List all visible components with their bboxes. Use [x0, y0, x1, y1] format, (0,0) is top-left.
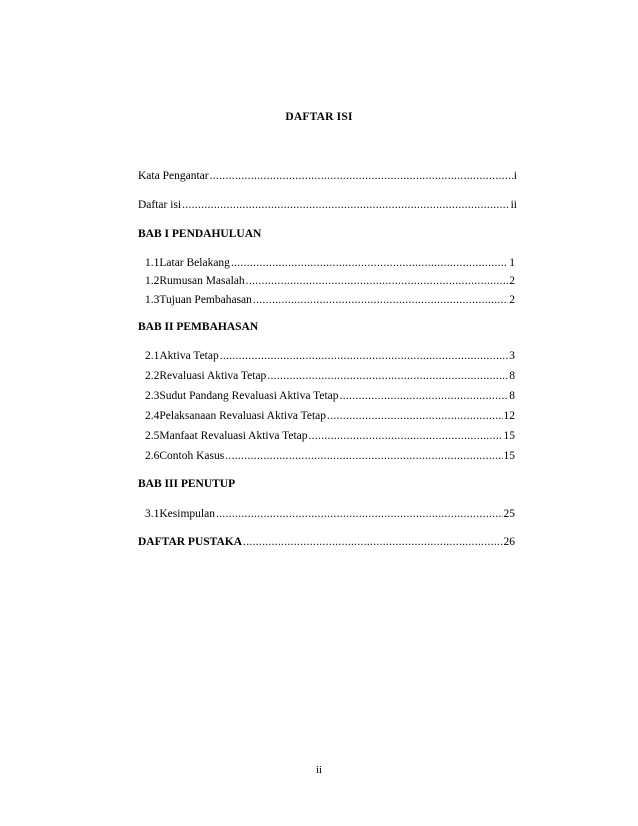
toc-entry-kata-pengantar[interactable] [138, 169, 517, 183]
chapter-heading-bab3[interactable]: BAB III PENUTUP [138, 478, 236, 490]
toc-entry-2-5[interactable] [145, 429, 515, 443]
dot-leader [182, 198, 510, 212]
toc-entry-label: Kata Pengantar [138, 170, 209, 182]
toc-entry-label: DAFTAR PUSTAKA [138, 536, 243, 548]
dot-leader [225, 449, 502, 463]
toc-entry-number: 1.3 [145, 294, 160, 306]
toc-entry-1-1[interactable] [145, 256, 515, 270]
toc-entry-2-1[interactable] [145, 349, 515, 363]
toc-entry-number: 1.1 [145, 257, 160, 269]
toc-entry-page: 25 [503, 508, 515, 520]
toc-entry-label: Revaluasi Aktiva Tetap [159, 370, 267, 382]
dot-leader [309, 429, 503, 443]
page-title: DAFTAR ISI [285, 111, 353, 123]
dot-leader [220, 349, 509, 363]
toc-entry-number: 2.1 [145, 350, 160, 362]
dot-leader [243, 535, 502, 549]
toc-entry-2-4[interactable] [145, 409, 515, 423]
toc-entry-3-1[interactable] [145, 507, 515, 521]
toc-entry-page: 2 [509, 275, 515, 287]
toc-entry-2-2[interactable] [145, 369, 515, 383]
toc-entry-2-3[interactable] [145, 389, 515, 403]
toc-entry-number: 2.2 [145, 370, 160, 382]
toc-entry-label: Aktiva Tetap [159, 350, 219, 362]
chapter-heading-bab2[interactable]: BAB II PEMBAHASAN [138, 321, 259, 333]
dot-leader [340, 389, 509, 403]
toc-entry-page: 3 [509, 350, 515, 362]
toc-entry-label: Contoh Kasus [159, 450, 225, 462]
toc-entry-label: Manfaat Revaluasi Aktiva Tetap [159, 430, 308, 442]
toc-entry-daftar-isi[interactable] [138, 198, 517, 212]
toc-entry-page: 8 [509, 370, 515, 382]
toc-entry-page: 8 [509, 390, 515, 402]
dot-leader [327, 409, 502, 423]
dot-leader [231, 256, 508, 270]
toc-entry-page: 15 [503, 430, 515, 442]
toc-entry-number: 2.6 [145, 450, 160, 462]
toc-entry-1-2[interactable] [145, 274, 515, 288]
dot-leader [267, 369, 508, 383]
toc-entry-page: i [513, 170, 517, 182]
toc-entry-number: 3.1 [145, 508, 160, 520]
toc-entry-2-6[interactable] [145, 449, 515, 463]
chapter-heading-bab1[interactable]: BAB I PENDAHULUAN [138, 228, 262, 240]
toc-entry-1-3[interactable] [145, 293, 515, 307]
dot-leader [216, 507, 503, 521]
toc-entry-label: Daftar isi [138, 199, 182, 211]
toc-entry-page: ii [510, 199, 517, 211]
toc-entry-label: Kesimpulan [159, 508, 215, 520]
toc-entry-label: Rumusan Masalah [159, 275, 245, 287]
toc-entry-page: 1 [509, 257, 515, 269]
toc-entry-label: Latar Belakang [159, 257, 230, 269]
toc-entry-label: Tujuan Pembahasan [159, 294, 252, 306]
toc-entry-page: 12 [503, 410, 515, 422]
toc-entry-number: 2.5 [145, 430, 160, 442]
toc-entry-daftar-pustaka[interactable] [138, 535, 515, 549]
toc-entry-page: 26 [503, 536, 515, 548]
dot-leader [210, 169, 513, 183]
toc-entry-number: 1.2 [145, 275, 160, 287]
toc-entry-label: Sudut Pandang Revaluasi Aktiva Tetap [159, 390, 339, 402]
toc-entry-number: 2.4 [145, 410, 160, 422]
page-number: ii [315, 764, 323, 776]
toc-entry-label: Pelaksanaan Revaluasi Aktiva Tetap [159, 410, 327, 422]
toc-entry-number: 2.3 [145, 390, 160, 402]
toc-entry-page: 2 [509, 294, 515, 306]
toc-entry-page: 15 [503, 450, 515, 462]
dot-leader [253, 293, 508, 307]
dot-leader [246, 274, 509, 288]
